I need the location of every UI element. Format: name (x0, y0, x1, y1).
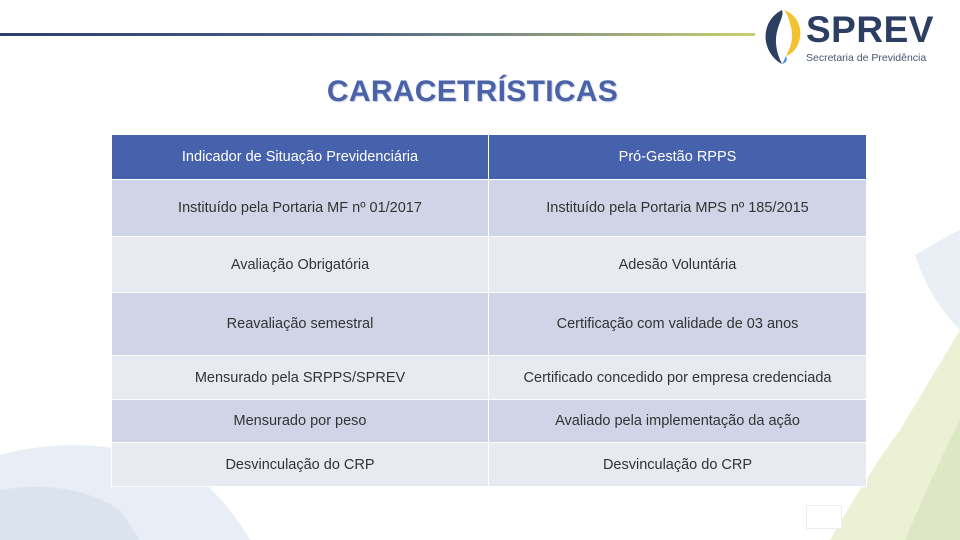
header-divider-line (0, 33, 755, 36)
table-cell: Mensurado por peso (112, 400, 489, 443)
column-header: Indicador de Situação Previdenciária (112, 135, 489, 180)
table-row (112, 237, 867, 293)
table-cell: Desvinculação do CRP (112, 443, 489, 487)
table-cell: Certificação com validade de 03 anos (489, 293, 867, 356)
table-row (112, 356, 867, 400)
logo-wordmark: SPREV (806, 9, 934, 50)
shield-logo-icon (762, 6, 804, 66)
table-header-row (112, 135, 867, 180)
table-cell: Avaliação Obrigatória (112, 237, 489, 293)
table-row (112, 293, 867, 356)
table-cell: Desvinculação do CRP (489, 443, 867, 487)
table-row (112, 443, 867, 487)
table-cell: Avaliado pela implementação da ação (489, 400, 867, 443)
table-cell: Certificado concedido por empresa credenciada (489, 356, 867, 400)
table-cell: Adesão Voluntária (489, 237, 867, 293)
table-row (112, 400, 867, 443)
table-cell: Instituído pela Portaria MF nº 01/2017 (112, 180, 489, 237)
comparison-table (111, 134, 867, 487)
slide-number-box (806, 505, 842, 529)
table-cell: Instituído pela Portaria MPS nº 185/2015 (489, 180, 867, 237)
sprev-logo (762, 6, 952, 68)
table-row (112, 180, 867, 237)
logo-subtitle: Secretaria de Previdência (806, 52, 927, 64)
table-cell: Mensurado pela SRPPS/SPREV (112, 356, 489, 400)
page-title: CARACETRÍSTICAS (326, 75, 619, 108)
table-cell: Reavaliação semestral (112, 293, 489, 356)
column-header: Pró-Gestão RPPS (489, 135, 867, 180)
